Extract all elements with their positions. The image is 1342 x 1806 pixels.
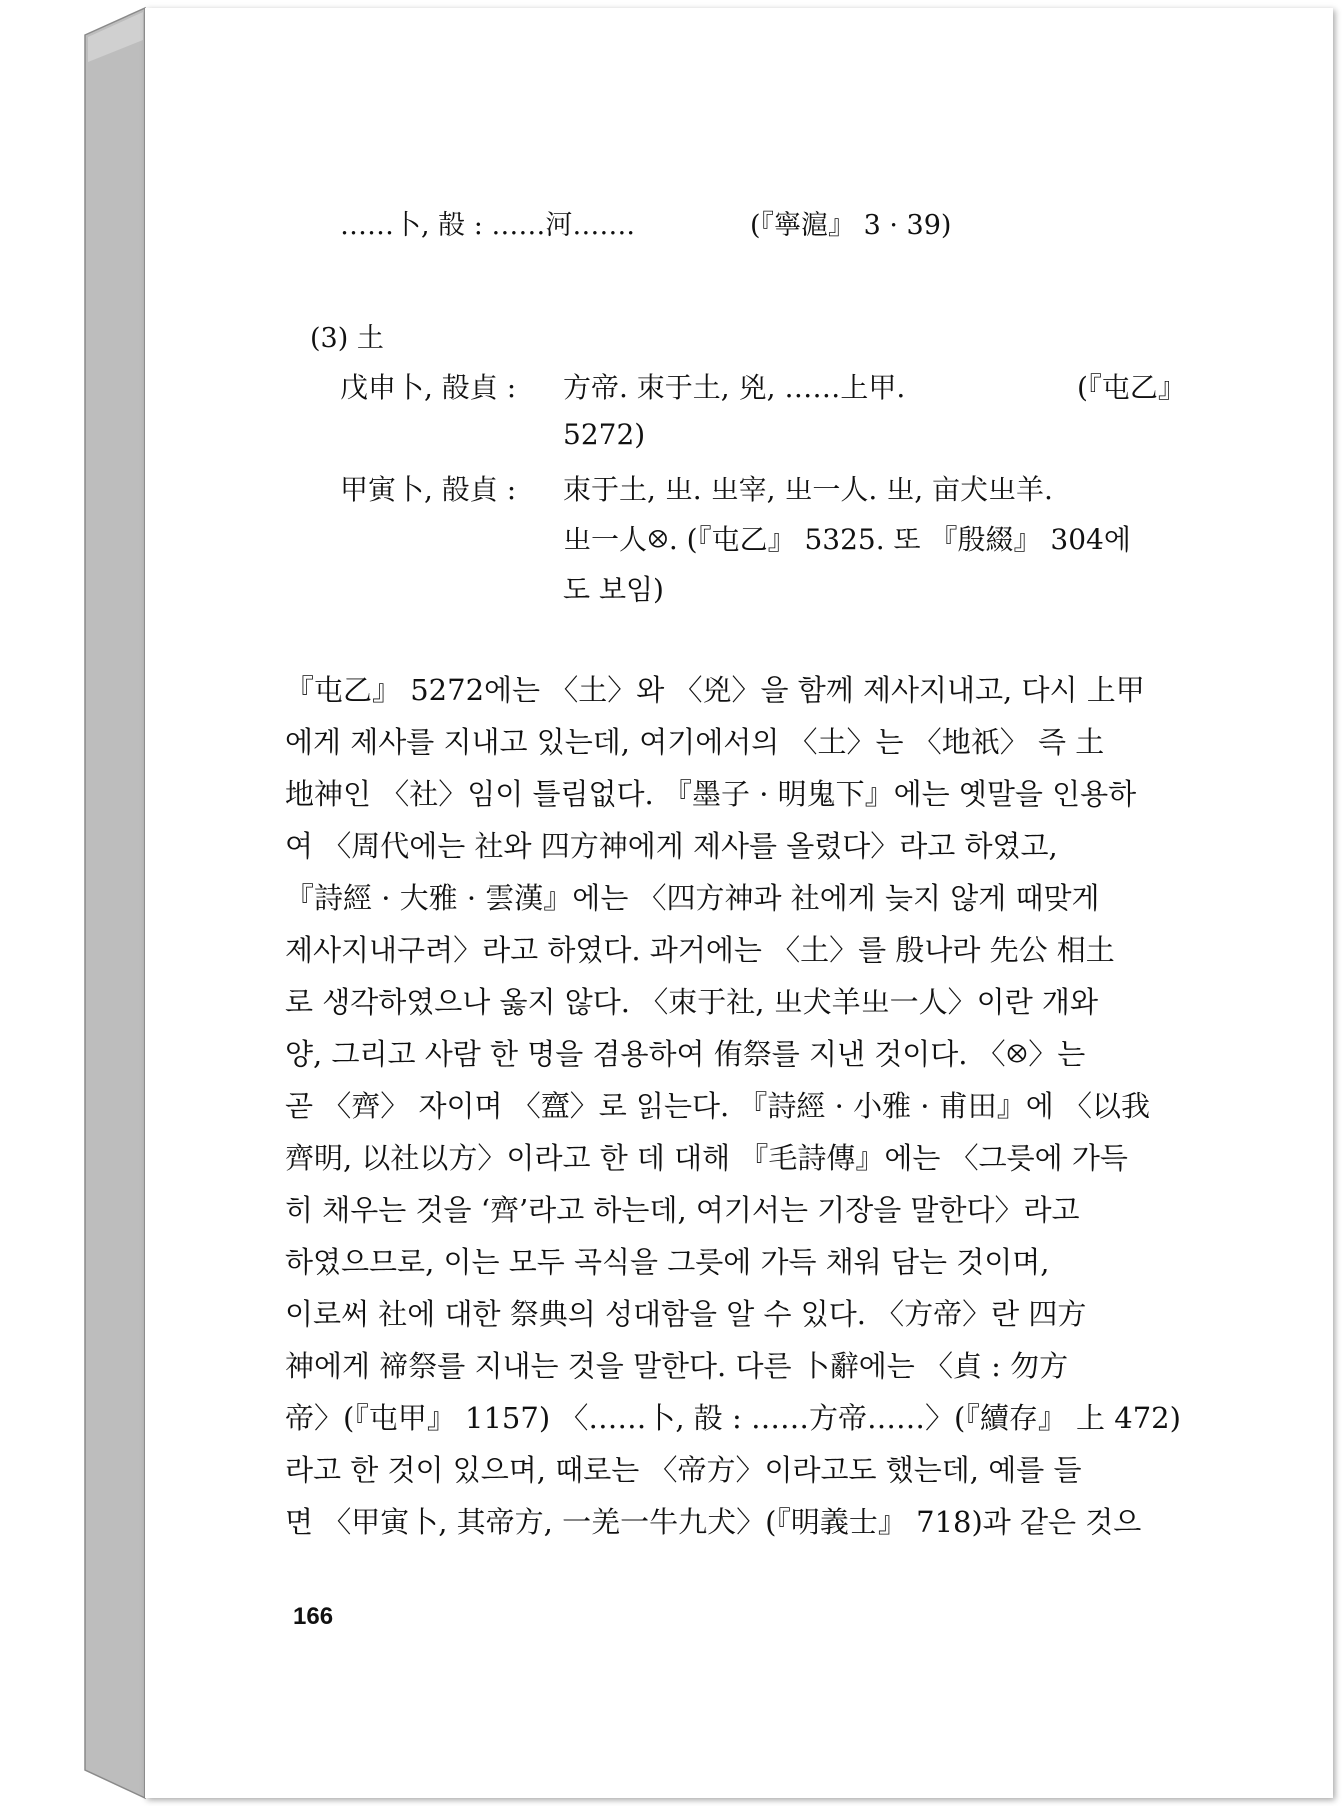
body-text-line: 양, 그리고 사람 한 명을 겸용하여 侑祭를 지낸 것이다. 〈ꕕ〉는 xyxy=(285,1037,1086,1071)
record-text-line: 㞢一人ꕕ. (『屯乙』 5325. 또 『殷綴』 304에 xyxy=(563,523,1131,556)
record-text-line: 朿于土, 㞢. 㞢宰, 㞢一人. 㞢, 亩犬㞢羊. xyxy=(563,473,1053,506)
record-label: 戊申卜, 㱿貞 : xyxy=(340,371,517,404)
body-text-line: 이로써 社에 대한 祭典의 성대함을 알 수 있다. 〈方帝〉란 四方 xyxy=(285,1297,1087,1331)
body-text-line: 면 〈甲寅卜, 其帝方, 一羌一牛九犬〉(『明義士』 718)과 같은 것으 xyxy=(285,1505,1142,1539)
body-text-line: 여 〈周代에는 社와 四方神에게 제사를 올렸다〉라고 하였고, xyxy=(285,829,1058,863)
body-text-line: 하였으므로, 이는 모두 곡식을 그릇에 가득 채워 담는 것이며, xyxy=(285,1245,1050,1279)
body-text-line: 로 생각하였으나 옳지 않다. 〈朿于社, 㞢犬羊㞢一人〉이란 개와 xyxy=(285,985,1098,1019)
record-text-line: 5272) xyxy=(563,418,646,451)
record-text-line: 도 보임) xyxy=(563,573,664,606)
body-text-line: 에게 제사를 지내고 있는데, 여기에서의 〈土〉는 〈地祇〉 즉 土 xyxy=(285,725,1105,759)
body-text-line: 齊明, 以社以方〉이라고 한 데 대해 『毛詩傳』에는 〈그릇에 가득 xyxy=(285,1141,1128,1175)
body-text-line: 제사지내구려〉라고 하였다. 과거에는 〈土〉를 殷나라 先公 相土 xyxy=(285,933,1115,967)
section-heading: (3) 土 xyxy=(310,323,384,354)
body-text-line: 『屯乙』 5272에는 〈土〉와 〈兇〉을 함께 제사지내고, 다시 上甲 xyxy=(285,673,1145,707)
record-source-reference: (『屯乙』 xyxy=(1077,371,1186,404)
body-text-line: 곧 〈齊〉 자이며 〈齍〉로 읽는다. 『詩經 · 小雅 · 甫田』에 〈以我 xyxy=(285,1089,1150,1123)
body-text-line: 地神인 〈社〉임이 틀림없다. 『墨子 · 明鬼下』에는 옛말을 인용하 xyxy=(285,777,1137,811)
record-text-line: 方帝. 朿于土, 兇, ……上甲. xyxy=(563,371,906,404)
record-label: 甲寅卜, 㱿貞 : xyxy=(340,473,517,506)
body-text-line: 히 채우는 것을 ‘齊’라고 하는데, 여기서는 기장을 말한다〉라고 xyxy=(285,1193,1080,1227)
body-text-line: 帝〉(『屯甲』 1157) 〈……卜, 㱿 : ……方帝……〉(『續存』 上 472) xyxy=(285,1401,1181,1435)
source-reference: (『寧滬』 3 · 39) xyxy=(750,210,952,241)
page-number: 166 xyxy=(293,1603,334,1630)
oracle-inscription-fragment: ……卜, 㱿 : ……河……. xyxy=(340,210,636,241)
body-text-line: 『詩經 · 大雅 · 雲漢』에는 〈四方神과 社에게 늦지 않게 때맞게 xyxy=(285,881,1100,915)
body-text-line: 라고 한 것이 있으며, 때로는 〈帝方〉이라고도 했는데, 예를 들 xyxy=(285,1453,1082,1487)
book-page xyxy=(145,8,1333,1798)
body-text-line: 神에게 禘祭를 지내는 것을 말한다. 다른 卜辭에는 〈貞 : 勿方 xyxy=(285,1349,1069,1383)
